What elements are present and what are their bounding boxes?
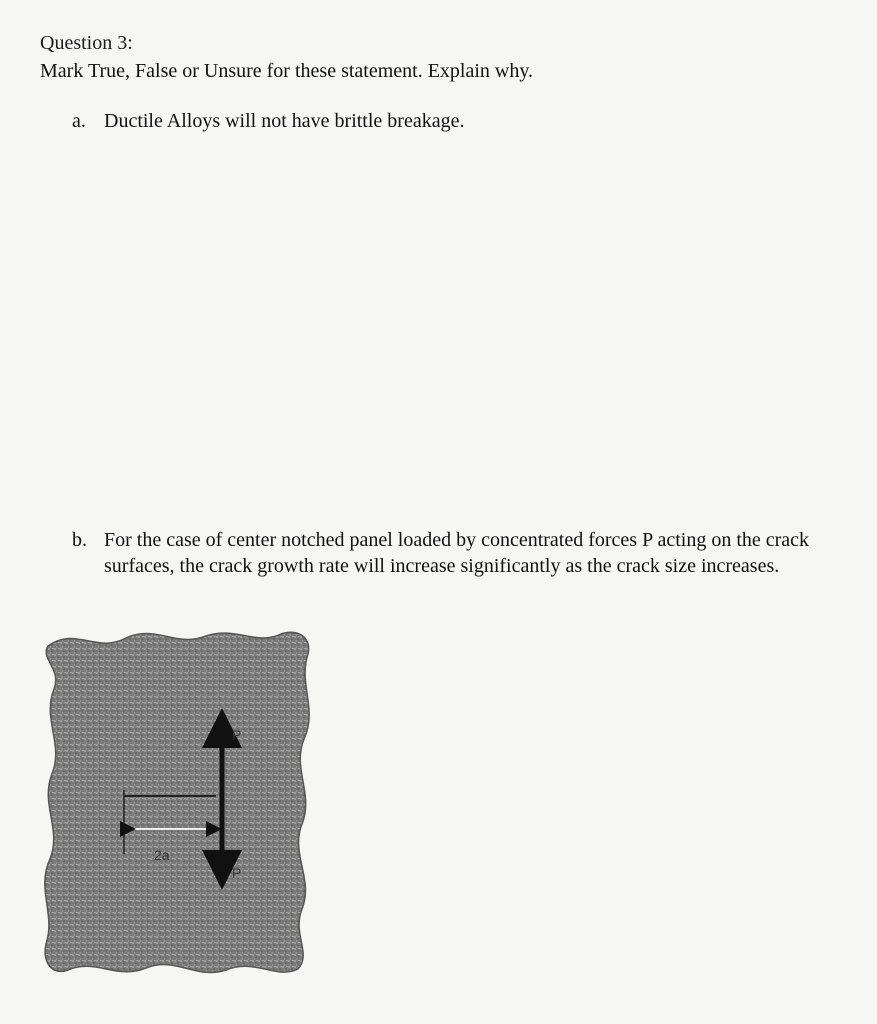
statement-b (72, 527, 862, 579)
statement-b-marker: b. (72, 529, 87, 551)
statement-a-marker: a. (72, 110, 86, 132)
question-instruction: Mark True, False or Unsure for these statement. Explain why. (40, 60, 534, 82)
bottom-force-label: P (232, 865, 242, 881)
panel-diagram (36, 624, 318, 980)
statement-a-text: Ductile Alloys will not have brittle breakage. (104, 110, 465, 132)
statement-b-text: For the case of center notched panel loaded by concentrated forces P acting on the crack surfaces, the crack growth rate will increase significantly as the crack size increases. (104, 529, 810, 577)
panel-shape (45, 632, 309, 972)
center-notched-panel-figure (36, 624, 318, 980)
top-force-label: P (232, 727, 242, 743)
statement-a (72, 108, 464, 134)
crack-size-label: 2a (154, 847, 170, 863)
question-title: Question 3: (40, 32, 133, 54)
